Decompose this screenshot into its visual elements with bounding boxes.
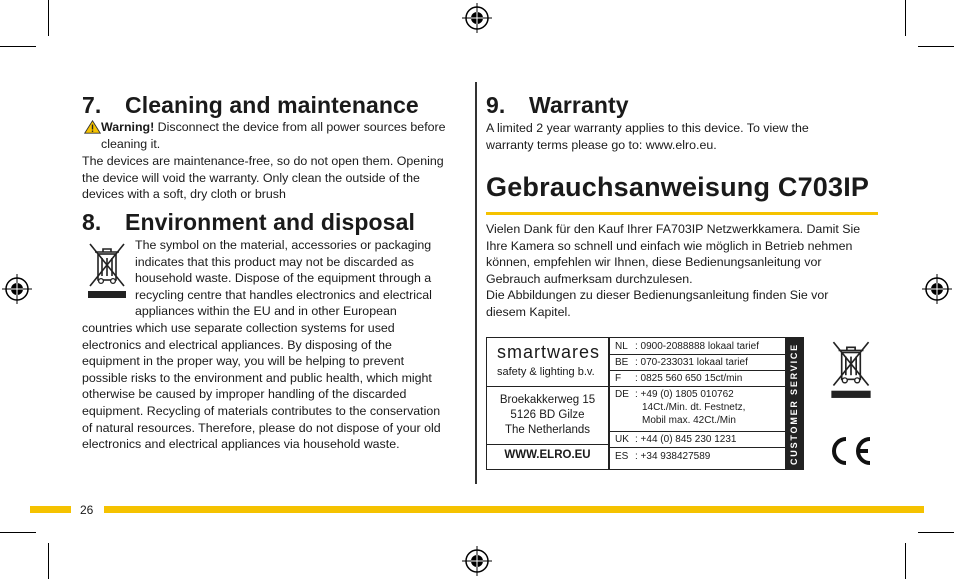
section-title: Cleaning and maintenance [125,92,419,118]
crop-mark [48,543,49,579]
country-code: ES [615,451,629,462]
body-line: devices with a soft, dry cloth or brush [82,187,286,202]
body-line: können, empfehlen wir Ihnen, diese Bedienungsanleitung vor [486,255,822,270]
body-line: countries which use separate collection systems for used [82,321,395,335]
body-line: electronics and electrical appliances. By disposing of the [82,337,392,352]
separator-line [609,370,785,371]
country-code: BE [615,357,629,368]
separator-line [487,386,608,387]
body-line: appliances within the EU and in other European [135,304,397,319]
crop-mark [48,0,49,36]
registration-mark-icon [462,546,492,576]
section-heading-environment [82,209,415,236]
warning-text: Disconnect the device from all power sources before [154,120,446,134]
body-line: indicates that this product may not be discarded as [135,254,414,269]
vertical-separator [608,338,610,469]
customer-service-banner [785,338,803,469]
body-line: The devices are maintenance-free, so do not open them. Opening [82,154,444,168]
section-title: Warranty [529,92,629,118]
body-line: possible risks to the environment and public health, which might [82,370,432,385]
body-line: recycling centre that handles electronics and electrical [135,287,432,302]
footer-bar-right [104,506,924,513]
section-title: Environment and disposal [125,209,415,235]
banner-text: CUSTOMER SERVICE [789,342,799,465]
title-underline [486,212,878,215]
country-code: F [615,373,622,384]
weee-bin-icon [86,240,128,300]
phone-info: : +44 (0) 845 230 1231 [635,434,737,445]
body-line: A limited 2 year warranty applies to this device. To view the [486,121,809,135]
body-line: Vielen Dank für den Kauf Ihrer FA703IP Netzwerkkamera. Damit Sie [486,222,861,236]
country-code: DE [615,389,629,400]
customer-service-box [486,337,804,470]
registration-mark-icon [462,3,492,33]
body-line: Ihre Kamera so schnell und einfach wie möglich in Betrieb nehmen [486,238,853,253]
phone-info: : 0825 560 650 15ct/min [635,373,743,384]
phone-info: : 070-233031 lokaal tarief [635,357,748,368]
warning-triangle-icon [84,120,101,134]
body-line: electronics and electrical appliances via household waste. [82,437,400,452]
separator-line [609,447,785,448]
country-code: NL [615,341,628,352]
phone-info: Mobil max. 42Ct./Min [642,415,736,426]
crop-mark [0,46,36,47]
body-line: The symbol on the material, accessories or packaging [135,238,432,252]
page-number: 26 [80,503,94,517]
body-line: otherwise be caused by improper handling of the discarded [82,387,407,402]
section-heading-warranty [486,92,629,119]
address-line: 5126 BD Gilze [510,409,585,421]
german-intro [486,221,860,321]
body-line: Gebrauch aufmerksam durchzulesen. [486,271,693,286]
warranty-body [486,120,809,153]
phone-info: : +49 (0) 1805 010762 [635,389,734,400]
body-line: Die Abbildungen zu dieser Bedienungsanleitung finden Sie vor [486,288,829,303]
separator-line [609,386,785,387]
brand-logo: smartwares [497,342,601,362]
separator-line [609,431,785,432]
separator-line [609,354,785,355]
brand-tagline: safety & lighting b.v. [497,366,595,378]
section-number: 7. [82,92,102,118]
section-heading-cleaning [82,92,419,119]
body-line: warranty terms please go to: www.elro.eu. [486,137,717,152]
body-line: the device will void the warranty. Only clean the outside of the [82,170,420,185]
body-line: diesem Kapitel. [486,304,571,319]
registration-mark-icon [2,274,32,304]
warning-label: Warning! [101,120,155,134]
registration-mark-icon [922,274,952,304]
section-number: 8. [82,209,102,235]
section-number: 9. [486,92,506,118]
address-block [487,393,608,438]
warning-text-continued: cleaning it. [101,137,161,151]
separator-line [487,444,608,445]
footer-bar-left [30,506,71,513]
body-line: equipment. Recycling of materials contributes to the conservation [82,403,441,418]
address-line: The Netherlands [504,424,591,436]
phone-info: : +34 938427589 [635,451,711,462]
crop-mark [905,0,906,36]
phone-info: : 0900-2088888 lokaal tarief [635,341,759,352]
weee-bin-icon [828,338,874,400]
environment-body [82,320,441,453]
cleaning-body [82,153,444,203]
website-link[interactable]: WWW.ELRO.EU [504,449,591,461]
crop-mark [0,532,36,533]
ce-mark-icon [827,434,873,468]
body-line: of natural resources. Therefore, please do not dispose of your old [82,420,441,435]
phone-info: 14Ct./Min. dt. Festnetz, [642,402,746,413]
column-divider [475,82,477,484]
address-line: Broekakkerweg 15 [499,394,596,406]
body-line: household waste. Dispose of the equipment through a [135,271,432,286]
crop-mark [918,46,954,47]
environment-indented [135,237,432,320]
crop-mark [918,532,954,533]
crop-mark [905,543,906,579]
warning-paragraph [101,119,446,136]
german-title: Gebrauchsanweisung C703IP [486,172,870,202]
country-code: UK [615,434,629,445]
body-line: equipment in the proper way, you will be helping to prevent [82,354,405,369]
